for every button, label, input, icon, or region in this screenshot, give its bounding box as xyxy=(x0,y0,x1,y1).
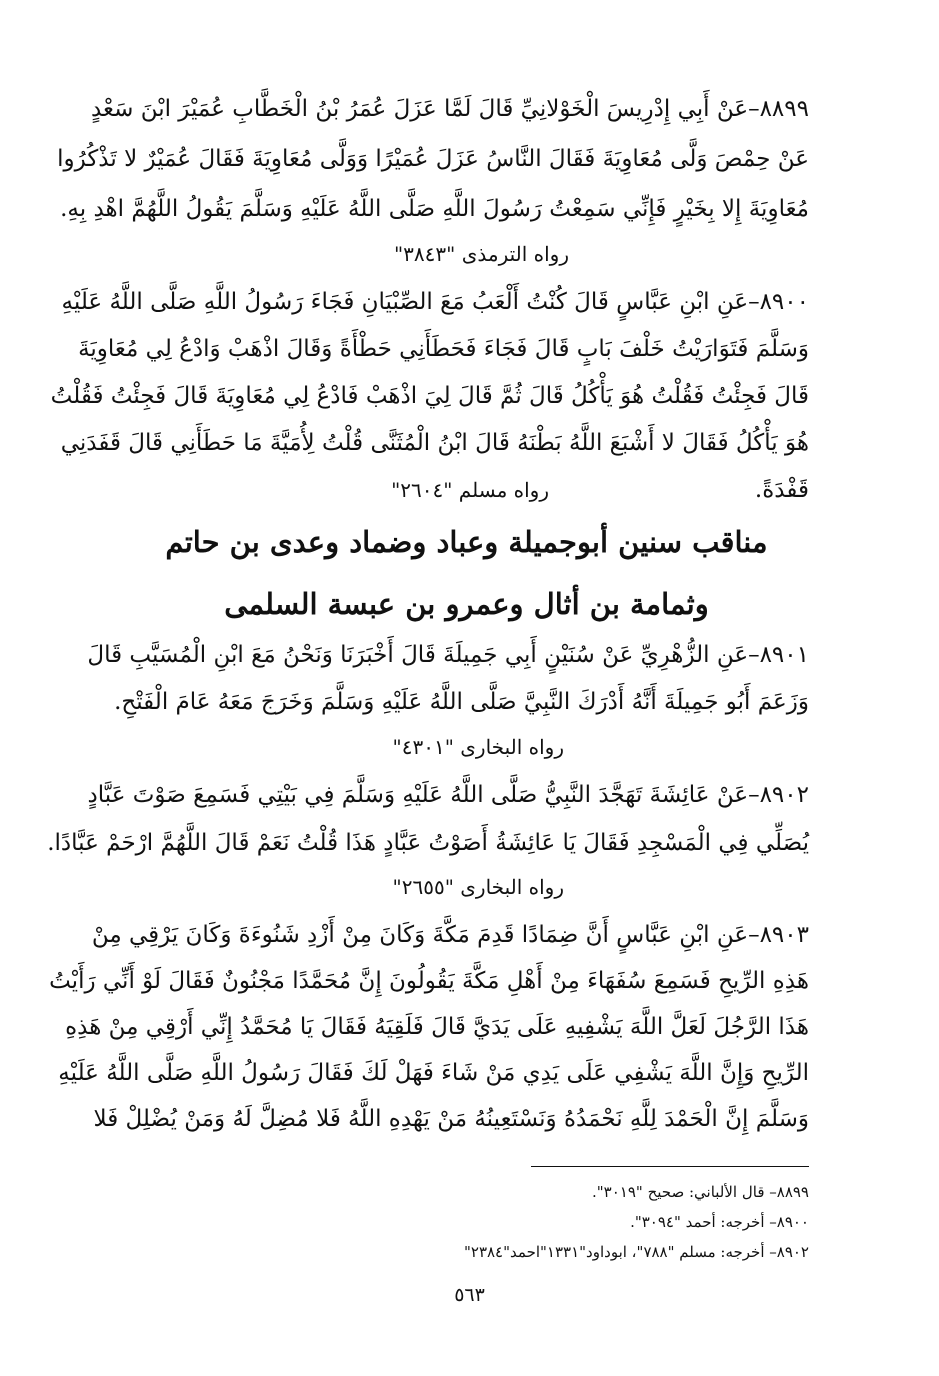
hadith-8901-line-1: ٨٩٠١–عَنِ الزُّهْرِيِّ عَنْ سُنَيْنٍ أَبِي جَمِيلَةَ قَالَ أَخْبَرَنَا وَنَحْنُ مَعَ ابْنِ الْمُسَيَّبِ قَالَ xyxy=(87,642,809,668)
hadith-8902-line-1: ٨٩٠٢–عَنْ عَائِشَةَ تَهَجَّدَ النَّبِيُّ صَلَّى اللَّهُ عَلَيْهِ وَسَلَّمَ فِي بَيْتِي فَسَمِعَ صَوْتَ عَبَّادٍ xyxy=(87,782,809,808)
footnote-8899: ٨٨٩٩– قال الألباني: صحيح "٣٠١٩". xyxy=(592,1183,809,1201)
hadith-8903-line-2: هَذِهِ الرِّيحِ فَسَمِعَ سُفَهَاءَ مِنْ أَهْلِ مَكَّةَ يَقُولُونَ إِنَّ مُحَمَّدًا مَجْنُونٌ فَقَالَ لَوْ أَنِّي رَأَيْتُ xyxy=(49,968,809,994)
hadith-8903-line-5: وَسَلَّمَ إِنَّ الْحَمْدَ لِلَّهِ نَحْمَدُهُ وَنَسْتَعِينُهُ مَنْ يَهْدِهِ اللَّهُ فَلا مُضِلَّ لَهُ وَمَنْ يُضْلِلْ فَلا xyxy=(93,1106,809,1132)
page-number: ٥٦٣ xyxy=(454,1284,485,1306)
hadith-8899-source: رواه الترمذى "٣٨٤٣" xyxy=(393,242,569,266)
footnote-8900: ٨٩٠٠– أخرجه: أحمد "٣٠٩٤". xyxy=(630,1213,809,1231)
footnote-8902: ٨٩٠٢– أخرجه: مسلم "٧٨٨"، ابوداود"١٣٣١"احمد"٢٣٨٤" xyxy=(463,1243,809,1261)
hadith-8900-line-1: ٨٩٠٠–عَنِ ابْنِ عَبَّاسٍ قَالَ كُنْتُ أَلْعَبُ مَعَ الصِّبْيَانِ فَجَاءَ رَسُولُ اللَّهِ صَلَّى اللَّهُ عَلَيْهِ xyxy=(61,289,809,315)
hadith-8899-line-2: عَنْ حِمْصَ وَلَّى مُعَاوِيَةَ فَقَالَ النَّاسُ عَزَلَ عُمَيْرًا وَوَلَّى مُعَاوِيَةَ فَقَالَ عُمَيْرٌ لا تَذْكُرُوا xyxy=(57,146,809,172)
hadith-8900-line-3: قَالَ فَجِئْتُ فَقُلْتُ هُوَ يَأْكُلُ قَالَ ثُمَّ قَالَ لِيَ اذْهَبْ فَادْعُ لِي مُعَاوِيَةَ قَالَ فَجِئْتُ فَقُلْتُ xyxy=(50,383,809,409)
hadith-8903-line-1: ٨٩٠٣–عَنِ ابْنِ عَبَّاسٍ أَنَّ ضِمَادًا قَدِمَ مَكَّةَ وَكَانَ مِنْ أَزْدِ شَنُوءَةَ وَكَانَ يَرْقِي مِنْ xyxy=(91,922,809,948)
footnote-divider xyxy=(531,1166,809,1167)
hadith-8899-line-3: مُعَاوِيَةَ إِلا بِخَيْرٍ فَإِنِّي سَمِعْتُ رَسُولَ اللَّهِ صَلَّى اللَّهُ عَلَيْهِ وَسَلَّمَ يَقُولُ اللَّهُمَّ اهْدِ بِهِ. xyxy=(60,196,809,222)
hadith-8901-line-2: وَزَعَمَ أَبُو جَمِيلَةَ أَنَّهُ أَدْرَكَ النَّبِيَّ صَلَّى اللَّهُ عَلَيْهِ وَسَلَّمَ وَخَرَجَ مَعَهُ عَامَ الْفَتْحِ. xyxy=(114,689,809,715)
hadith-8900-line-5: قَفْدَةً. xyxy=(754,477,809,503)
hadith-8903-line-4: الرِّيحِ وَإِنَّ اللَّهَ يَشْفِي عَلَى يَدِي مَنْ شَاءَ فَهَلْ لَكَ فَقَالَ رَسُولُ اللَّهِ صَلَّى اللَّهُ عَلَيْهِ xyxy=(58,1060,809,1086)
hadith-8900-line-4: هُوَ يَأْكُلُ فَقَالَ لا أَشْبَعَ اللَّهُ بَطْنَهُ قَالَ ابْنُ الْمُثَنَّى قُلْتُ لِأُمَيَّةَ مَا حَطَأَنِي قَالَ قَفَدَنِي xyxy=(60,430,809,456)
hadith-8900-source: رواه مسلم "٢٦٠٤" xyxy=(391,478,549,502)
hadith-8901-source: رواه البخارى "٤٣٠١" xyxy=(392,735,564,759)
section-heading-line-1: مناقب سنين أبوجميلة وعباد وضماد وعدى بن حاتم xyxy=(165,525,768,559)
section-heading-line-2: وثمامة بن أثال وعمرو بن عبسة السلمى xyxy=(224,587,709,621)
hadith-8903-line-3: هَذَا الرَّجُلَ لَعَلَّ اللَّهَ يَشْفِيهِ عَلَى يَدَيَّ قَالَ فَلَقِيَهُ فَقَالَ يَا مُحَمَّدُ إِنِّي أَرْقِي مِنْ هَذِهِ xyxy=(65,1014,809,1040)
hadith-8902-source: رواه البخارى "٢٦٥٥" xyxy=(392,875,564,899)
hadith-8900-line-2: وَسَلَّمَ فَتَوَارَيْتُ خَلْفَ بَابٍ قَالَ فَجَاءَ فَحَطَأَنِي حَطْأَةً وَقَالَ اذْهَبْ وَادْعُ لِي مُعَاوِيَةَ xyxy=(78,336,809,362)
hadith-8902-line-2: يُصَلِّي فِي الْمَسْجِدِ فَقَالَ يَا عَائِشَةُ أَصَوْتُ عَبَّادٍ هَذَا قُلْتُ نَعَمْ قَالَ اللَّهُمَّ ارْحَمْ عَبَّادًا. xyxy=(47,830,809,856)
hadith-8899-line-1: ٨٨٩٩–عَنْ أَبِي إِدْرِيسَ الْخَوْلانِيِّ قَالَ لَمَّا عَزَلَ عُمَرُ بْنُ الْخَطَّابِ عُمَيْرَ ابْنَ سَعْدٍ xyxy=(90,96,809,122)
